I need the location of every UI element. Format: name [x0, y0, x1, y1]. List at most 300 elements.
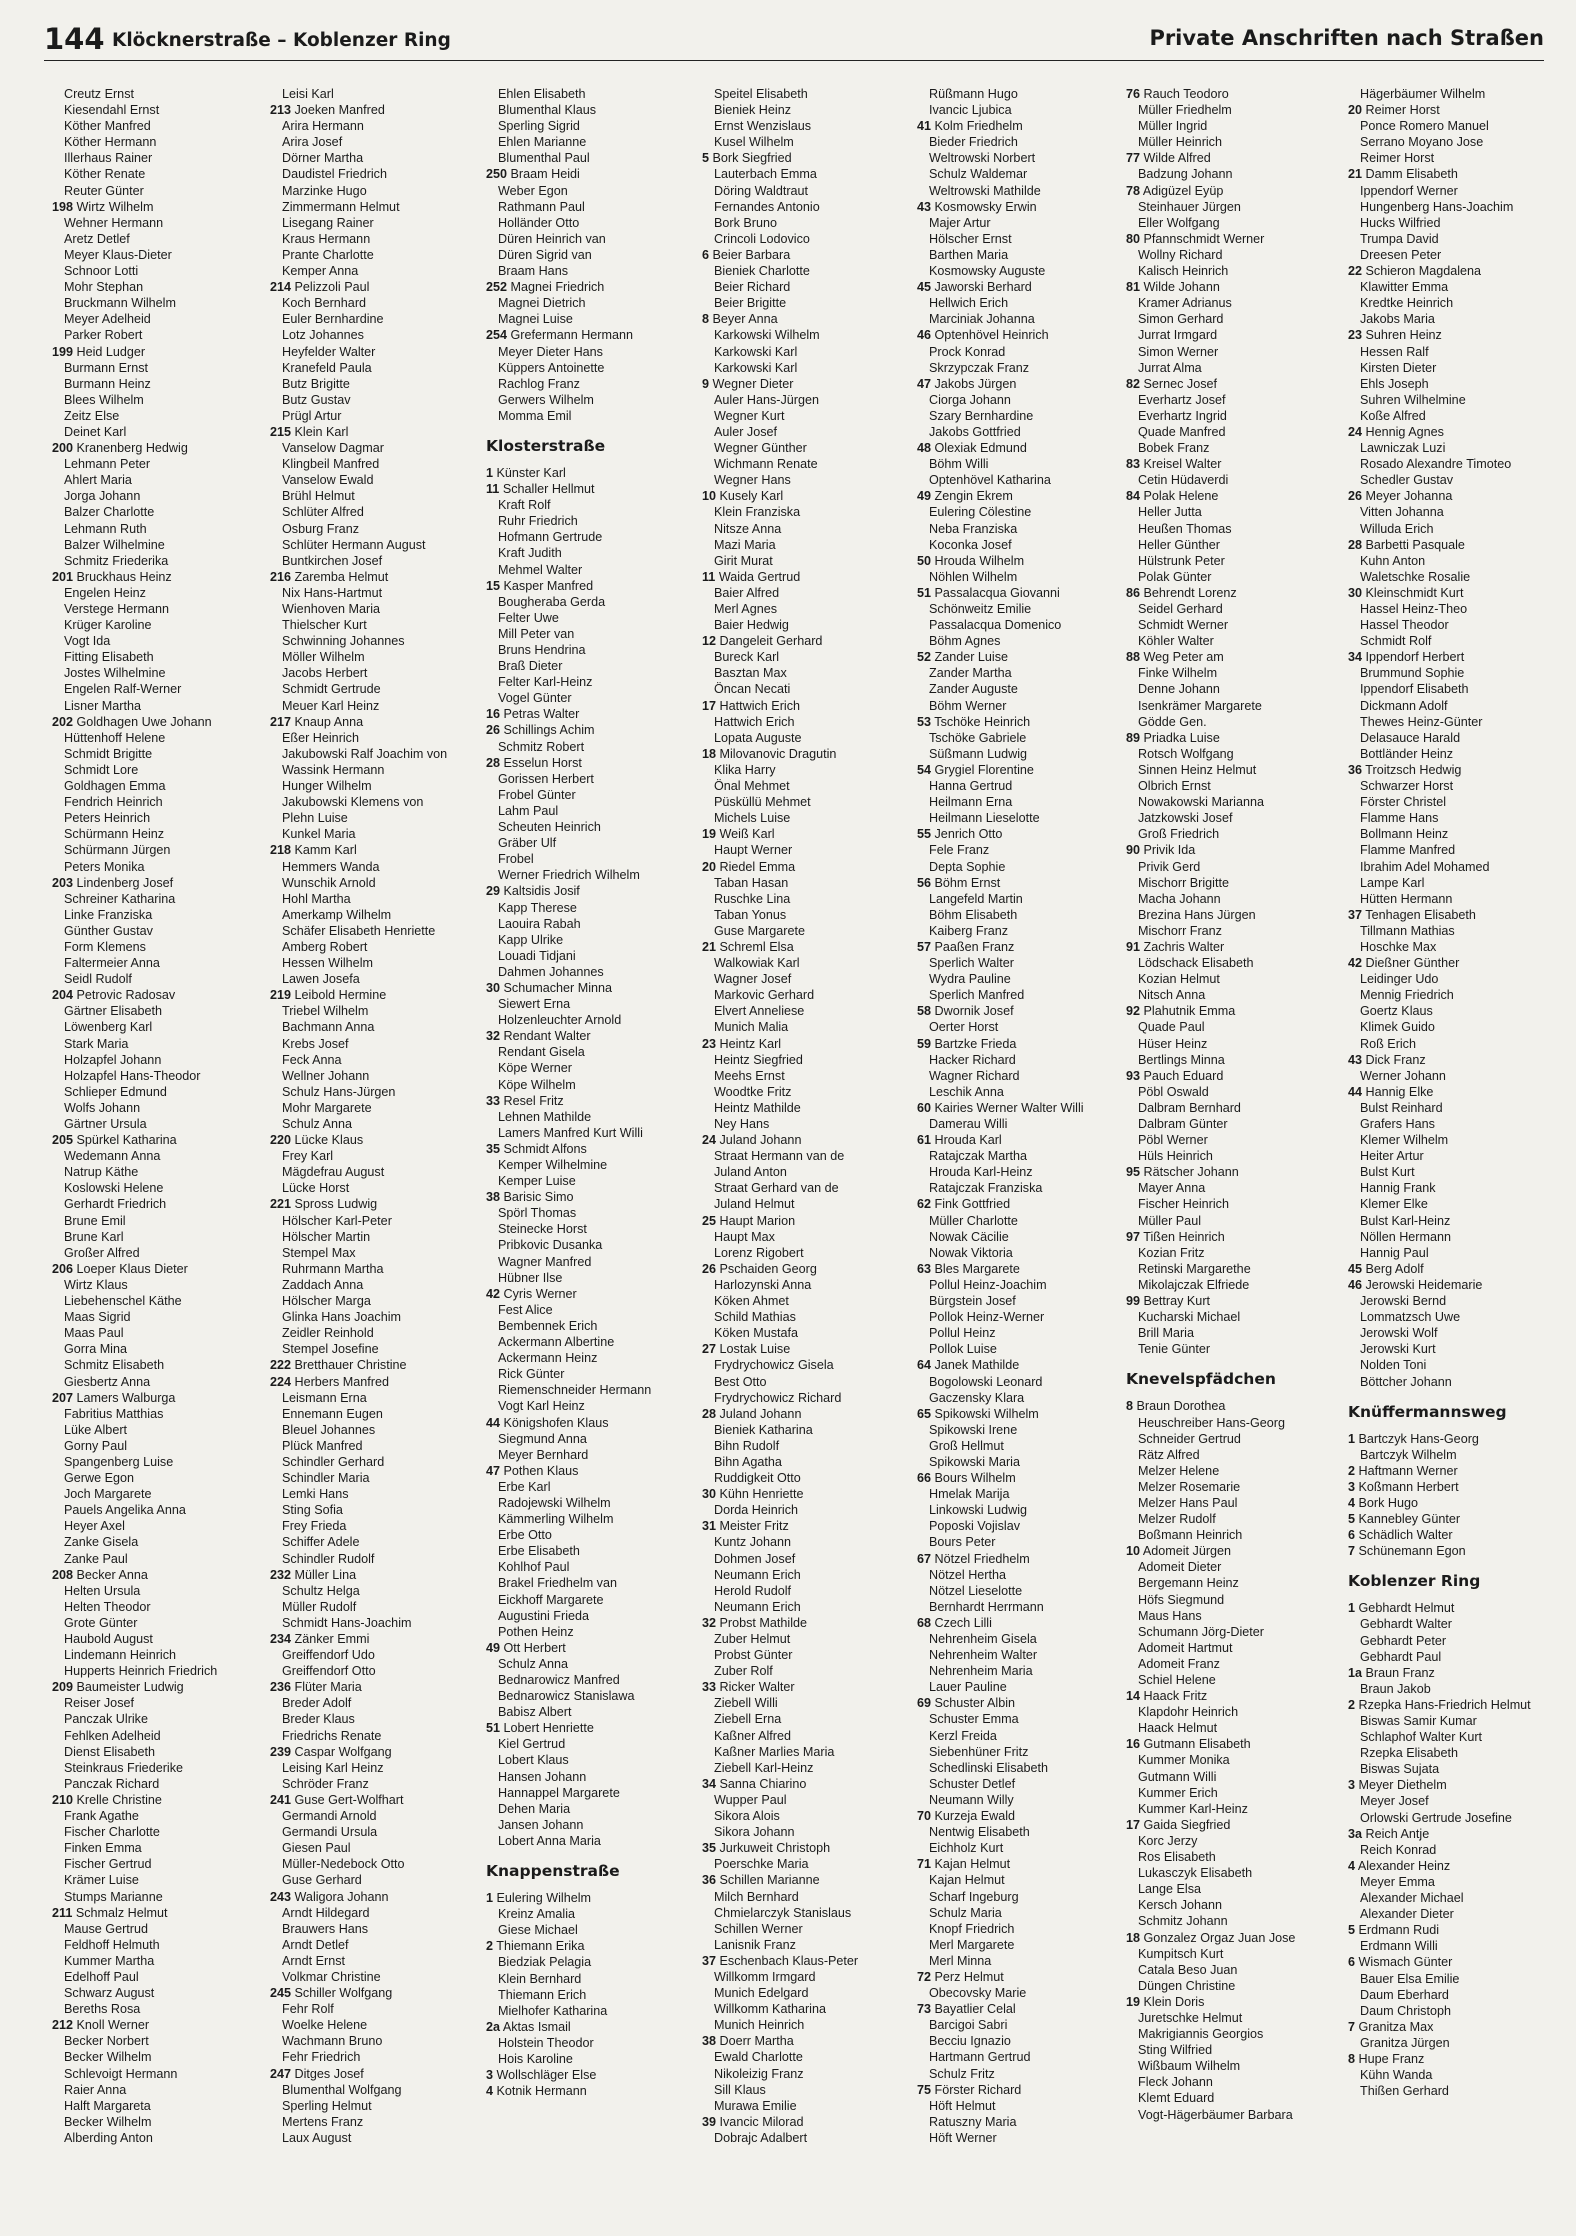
resident-entry: Amberg Robert	[282, 939, 368, 954]
house-number: 216	[270, 569, 292, 584]
resident-name: Olexiak Edmund	[931, 441, 1027, 456]
house-number: 2	[1348, 1697, 1356, 1712]
resident-name: Hrouda Wilhelm	[931, 553, 1025, 568]
resident-entry: Schuster Emma	[929, 1712, 1019, 1727]
resident-entry: Bieniek Charlotte	[714, 264, 810, 279]
resident-entry: Lampe Karl	[1360, 875, 1425, 890]
house-number: 4	[486, 2084, 494, 2099]
house-number: 38	[702, 2034, 717, 2049]
house-number: 57	[917, 939, 932, 954]
house-entry	[486, 722, 691, 738]
resident-entry: Sting Sofia	[282, 1503, 343, 1518]
resident-entry: Eickhoff Margarete	[498, 1592, 604, 1607]
resident-entry: Siegmund Anna	[498, 1431, 587, 1446]
house-number: 50	[917, 553, 932, 568]
house-entry	[270, 987, 475, 1003]
resident-name: Kolm Friedhelm	[931, 119, 1023, 134]
house-number: 35	[486, 1141, 501, 1156]
house-entry	[486, 755, 691, 771]
resident-name: Pelizzoli Paul	[291, 280, 370, 295]
resident-entry: Kämmerling Wilhelm	[498, 1512, 614, 1527]
resident-name: Grefermann Hermann	[507, 328, 634, 343]
house-number: 37	[1348, 907, 1363, 922]
resident-name: Fink Gottfried	[931, 1197, 1011, 1212]
house-entry	[270, 1196, 475, 1212]
resident-entry: Halft Margareta	[64, 2098, 151, 2113]
resident-entry: Wachmann Bruno	[282, 2034, 383, 2049]
house-entry	[1348, 424, 1553, 440]
resident-entry: Gärtner Ursula	[64, 1117, 147, 1131]
resident-name: Kasper Manfred	[500, 578, 594, 593]
resident-entry: Optenhövel Katharina	[929, 473, 1051, 488]
resident-entry: Beier Brigitte	[714, 296, 787, 311]
house-number: 239	[270, 1744, 292, 1759]
house-number: 29	[486, 884, 501, 899]
house-entry	[917, 1406, 1122, 1422]
resident-entry: Juretschke Helmut	[1138, 2010, 1243, 2025]
resident-entry: Bachmann Anna	[282, 1020, 375, 1035]
resident-entry: Thißen Gerhard	[1360, 2084, 1449, 2099]
resident-entry: Giesen Paul	[282, 1841, 351, 1856]
resident-name: Baumeister Ludwig	[73, 1680, 184, 1695]
house-number: 26	[1348, 489, 1363, 504]
resident-entry: Passalacqua Domenico	[929, 618, 1062, 633]
house-entry	[1348, 1543, 1553, 1559]
resident-entry: Melzer Rudolf	[1138, 1512, 1216, 1527]
house-entry	[917, 1969, 1122, 1985]
resident-entry: Böttcher Johann	[1360, 1374, 1452, 1389]
house-number: 222	[270, 1358, 292, 1373]
house-number: 49	[486, 1640, 501, 1655]
house-entry	[702, 2114, 907, 2130]
house-number: 9	[702, 376, 710, 391]
house-entry	[1348, 1697, 1553, 1713]
house-number: 36	[1348, 762, 1363, 777]
resident-entry: Hägerbäumer Wilhelm	[1360, 87, 1486, 101]
house-entry	[702, 311, 907, 327]
house-entry	[486, 1141, 691, 1157]
resident-entry: Taban Hasan	[714, 875, 789, 890]
resident-name: Optenhövel Heinrich	[931, 328, 1049, 343]
house-entry	[1126, 376, 1331, 392]
resident-entry: Jansen Johann	[498, 1817, 584, 1832]
house-entry	[702, 1776, 907, 1792]
resident-name: Loeper Klaus Dieter	[73, 1261, 188, 1276]
resident-name: Granitza Max	[1355, 2019, 1434, 2034]
house-number: 25	[702, 1213, 717, 1228]
resident-entry: Finke Wilhelm	[1138, 666, 1218, 681]
resident-entry: Wydra Pauline	[929, 972, 1011, 987]
resident-entry: Ackermann Albertine	[498, 1335, 615, 1350]
resident-entry: Triebel Wilhelm	[282, 1004, 369, 1019]
resident-entry: Walkowiak Karl	[714, 956, 800, 971]
resident-entry: Dobrajc Adalbert	[714, 2130, 808, 2145]
resident-entry: Groß Hellmut	[929, 1438, 1004, 1453]
resident-name: Kajan Helmut	[931, 1857, 1011, 1872]
resident-name: Troitzsch Hedwig	[1362, 762, 1462, 777]
resident-name: Petras Walter	[500, 707, 580, 722]
resident-entry: Becker Wilhelm	[64, 2114, 152, 2129]
resident-name: Herbers Manfred	[291, 1374, 390, 1389]
page-header	[44, 18, 1544, 61]
resident-entry: Vogel Günter	[498, 691, 572, 706]
resident-entry: Orlowski Gertrude Josefine	[1360, 1810, 1512, 1825]
house-entry	[1348, 263, 1553, 279]
resident-entry: Günther Gustav	[64, 923, 153, 938]
resident-entry: Vogt-Hägerbäumer Barbara	[1138, 2107, 1293, 2122]
resident-entry: Tillmann Mathias	[1360, 923, 1455, 938]
house-entry	[917, 939, 1122, 955]
resident-entry: Düren Heinrich van	[498, 231, 606, 246]
resident-entry: Frobel	[498, 852, 534, 867]
resident-name: Wollschläger Else	[493, 2068, 597, 2083]
resident-entry: Frydrychowicz Richard	[714, 1390, 842, 1405]
house-entry	[52, 440, 257, 456]
resident-entry: Polak Günter	[1138, 569, 1212, 584]
resident-entry: Schlevoigt Hermann	[64, 2066, 178, 2081]
resident-entry: Best Otto	[714, 1374, 767, 1389]
resident-entry: Girit Murat	[714, 553, 773, 568]
house-entry	[917, 1132, 1122, 1148]
resident-name: Ivancic Milorad	[716, 2114, 804, 2129]
resident-name: Knaup Anna	[291, 714, 364, 729]
house-number: 14	[1126, 1689, 1141, 1704]
resident-name: Schmalz Helmut	[72, 1905, 168, 1920]
resident-entry: Biswas Sujata	[1360, 1762, 1440, 1777]
resident-entry: Mielhofer Katharina	[498, 2003, 608, 2018]
house-entry	[1126, 1736, 1331, 1752]
resident-name: Bartzke Frieda	[931, 1036, 1017, 1051]
house-number: 6	[702, 247, 710, 262]
resident-entry: Leismann Erna	[282, 1390, 367, 1405]
resident-entry: Fendrich Heinrich	[64, 795, 163, 810]
resident-name: Kairies Werner Walter Willi	[931, 1100, 1084, 1115]
house-entry	[917, 327, 1122, 343]
house-number: 1	[1348, 1431, 1356, 1446]
resident-entry: Frydrychowicz Gisela	[714, 1358, 834, 1373]
resident-entry: Volkmar Christine	[282, 1969, 381, 1984]
resident-entry: Hoschke Max	[1360, 939, 1437, 954]
resident-entry: Seidl Rudolf	[64, 972, 132, 987]
resident-entry: Lauterbach Emma	[714, 167, 817, 182]
resident-entry: Arndt Hildegard	[282, 1905, 370, 1920]
resident-entry: Dörner Martha	[282, 151, 364, 166]
house-number: 83	[1126, 457, 1141, 472]
resident-entry: Nowak Cäcilie	[929, 1229, 1009, 1244]
house-entry	[1126, 649, 1331, 665]
resident-name: Pschaiden Georg	[716, 1261, 817, 1276]
resident-name: Rzepka Hans-Friedrich Helmut	[1355, 1697, 1531, 1712]
resident-entry: Bulst Karl-Heinz	[1360, 1213, 1451, 1228]
resident-name: Lostak Luise	[716, 1342, 791, 1357]
resident-entry: Schmidt Werner	[1138, 618, 1229, 633]
resident-entry: Bottländer Heinz	[1360, 746, 1454, 761]
resident-entry: Koße Alfred	[1360, 408, 1426, 423]
house-number: 4	[1348, 1858, 1356, 1873]
resident-entry: Natrup Käthe	[64, 1165, 139, 1180]
resident-entry: Oerter Horst	[929, 1020, 999, 1035]
resident-entry: Heuschreiber Hans-Georg	[1138, 1415, 1285, 1430]
resident-entry: Bureck Karl	[714, 650, 780, 665]
house-number: 37	[702, 1953, 717, 1968]
resident-entry: Ratuszny Maria	[929, 2114, 1017, 2129]
resident-entry: Schild Mathias	[714, 1310, 796, 1325]
resident-entry: Simon Gerhard	[1138, 312, 1224, 327]
resident-entry: Prügl Artur	[282, 408, 342, 423]
resident-entry: Weber Egon	[498, 183, 568, 198]
resident-entry: Hmelak Marija	[929, 1487, 1010, 1502]
resident-name: Alexander Heinz	[1355, 1858, 1451, 1873]
house-entry	[1126, 1817, 1331, 1833]
resident-entry: Rzepka Elisabeth	[1360, 1746, 1459, 1761]
house-entry	[917, 1196, 1122, 1212]
resident-name: Juland Johann	[716, 1133, 802, 1148]
resident-name: Behrendt Lorenz	[1140, 585, 1237, 600]
resident-entry: Zimmermann Helmut	[282, 199, 400, 214]
resident-entry: Magnei Dietrich	[498, 296, 586, 311]
resident-entry: Jakobs Gottfried	[929, 424, 1021, 439]
resident-entry: Mischorr Franz	[1138, 923, 1222, 938]
house-number: 2	[1348, 1463, 1356, 1478]
resident-entry: Zander Auguste	[929, 682, 1018, 697]
resident-entry: Kerzl Freida	[929, 1728, 997, 1743]
resident-entry: Kraft Rolf	[498, 498, 551, 513]
column-3	[486, 86, 691, 2216]
resident-entry: Blumenthal Wolfgang	[282, 2082, 402, 2097]
resident-entry: Lorenz Rigobert	[714, 1245, 804, 1260]
house-entry	[1348, 1511, 1553, 1527]
resident-name: Knoll Werner	[73, 2018, 150, 2033]
house-number: 78	[1126, 183, 1141, 198]
resident-entry: Helten Theodor	[64, 1599, 151, 1614]
house-entry	[486, 1415, 691, 1431]
resident-entry: Reuter Günter	[64, 183, 144, 198]
resident-entry: Jerowski Bernd	[1360, 1294, 1447, 1309]
resident-name: Braam Heidi	[507, 167, 580, 182]
resident-name: Lücke Klaus	[291, 1133, 364, 1148]
resident-entry: Kozian Helmut	[1138, 972, 1220, 987]
resident-entry: Bobek Franz	[1138, 441, 1210, 456]
house-number: 45	[917, 280, 932, 295]
house-entry	[917, 1100, 1122, 1116]
resident-name: Schiller Wolfgang	[291, 1986, 393, 2001]
resident-entry: Schulz Fritz	[929, 2066, 995, 2081]
address-columns	[52, 86, 1552, 2216]
resident-entry: Ruschke Lina	[714, 891, 791, 906]
resident-entry: Braam Hans	[498, 264, 568, 279]
house-entry	[270, 2066, 475, 2082]
house-entry	[917, 585, 1122, 601]
resident-entry: Sting Wilfried	[1138, 2043, 1213, 2058]
house-entry	[1126, 1688, 1331, 1704]
resident-entry: Sikora Johann	[714, 1825, 795, 1840]
house-number: 254	[486, 328, 508, 343]
resident-entry: Form Klemens	[64, 939, 146, 954]
resident-entry: Schulz Anna	[498, 1656, 569, 1671]
resident-entry: Großer Alfred	[64, 1245, 140, 1260]
house-number: 209	[52, 1680, 74, 1695]
resident-entry: Gärtner Elisabeth	[64, 1004, 163, 1019]
resident-entry: Quade Paul	[1138, 1020, 1205, 1035]
resident-name: Esselun Horst	[500, 755, 582, 770]
resident-name: Kusely Karl	[716, 489, 784, 504]
resident-entry: Bougheraba Gerda	[498, 594, 606, 609]
resident-entry: Linke Franziska	[64, 907, 153, 922]
resident-entry: Milch Bernhard	[714, 1889, 799, 1904]
resident-entry: Langefeld Martin	[929, 891, 1023, 906]
resident-entry: Stumps Marianne	[64, 1889, 163, 1904]
resident-entry: Mazi Maria	[714, 537, 776, 552]
house-entry	[486, 279, 691, 295]
house-number: 73	[917, 2002, 932, 2017]
resident-entry: Maas Sigrid	[64, 1310, 131, 1325]
house-entry	[486, 706, 691, 722]
house-number: 76	[1126, 87, 1141, 101]
resident-entry: Wißbaum Wilhelm	[1138, 2059, 1241, 2074]
resident-name: Priadka Luise	[1140, 730, 1220, 745]
resident-entry: Kraft Judith	[498, 546, 562, 561]
house-number: 67	[917, 1551, 932, 1566]
house-number: 42	[486, 1286, 501, 1301]
resident-entry: Adomeit Hartmut	[1138, 1640, 1233, 1655]
resident-name: Lobert Henriette	[500, 1721, 594, 1736]
resident-name: Wilde Johann	[1140, 280, 1220, 295]
resident-entry: Gorra Mina	[64, 1342, 127, 1357]
resident-name: Kamm Karl	[291, 843, 357, 858]
resident-entry: Kaßner Alfred	[714, 1728, 792, 1743]
resident-entry: Hülstrunk Peter	[1138, 553, 1225, 568]
house-entry	[702, 488, 907, 504]
page-number: 144	[44, 22, 105, 56]
house-entry	[702, 633, 907, 649]
resident-entry: Euler Bernhardine	[282, 312, 384, 327]
house-number: 203	[52, 875, 74, 890]
resident-entry: Alexander Michael	[1360, 1891, 1464, 1906]
resident-entry: Probst Günter	[714, 1648, 793, 1663]
resident-entry: Nowak Viktoria	[929, 1245, 1013, 1260]
house-entry	[702, 1406, 907, 1422]
resident-name: Kotnik Hermann	[493, 2084, 587, 2099]
house-entry	[52, 1567, 257, 1583]
house-entry	[702, 1615, 907, 1631]
house-number: 32	[486, 1029, 501, 1044]
resident-entry: Goertz Klaus	[1360, 1004, 1433, 1019]
resident-name: Passalacqua Giovanni	[931, 585, 1060, 600]
house-number: 63	[917, 1261, 932, 1276]
resident-entry: Merl Margarete	[929, 1937, 1015, 1952]
resident-entry: Lawniczak Luzi	[1360, 441, 1446, 456]
resident-name: Adigüzel Eyüp	[1140, 183, 1224, 198]
resident-name: Lamers Walburga	[73, 1390, 176, 1405]
resident-entry: Meyer Adelheid	[64, 312, 151, 327]
resident-entry: Nöllen Hermann	[1360, 1229, 1451, 1244]
resident-name: Beier Barbara	[709, 247, 791, 262]
resident-entry: Ciorga Johann	[929, 392, 1011, 407]
resident-entry: Goldhagen Emma	[64, 779, 166, 794]
resident-entry: Damerau Willi	[929, 1117, 1008, 1131]
resident-entry: Germandi Ursula	[282, 1825, 378, 1840]
resident-entry: Hacker Richard	[929, 1052, 1016, 1067]
resident-entry: Schindler Gerhard	[282, 1454, 385, 1469]
house-number: 16	[486, 707, 501, 722]
resident-entry: Wirtz Klaus	[64, 1277, 128, 1292]
resident-entry: Fleck Johann	[1138, 2075, 1213, 2090]
house-entry	[270, 279, 475, 295]
resident-entry: Kajan Helmut	[929, 1873, 1005, 1888]
resident-entry: Brakel Friedhelm van	[498, 1576, 617, 1591]
resident-entry: Poposki Vojislav	[929, 1519, 1021, 1534]
resident-name: Pauch Eduard	[1140, 1068, 1224, 1083]
street-heading: Koblenzer Ring	[1348, 1572, 1481, 1591]
resident-entry: Blumenthal Paul	[498, 151, 590, 166]
resident-entry: Thiemann Erich	[498, 1987, 587, 2002]
resident-entry: Kreinz Amalia	[498, 1907, 575, 1922]
resident-entry: Meyer Klaus-Dieter	[64, 247, 172, 262]
resident-entry: Gutmann Willi	[1138, 1769, 1217, 1784]
house-number: 53	[917, 714, 932, 729]
resident-entry: Fischer Gertrud	[64, 1857, 152, 1872]
resident-entry: Gaczensky Klara	[929, 1390, 1025, 1405]
house-number: 200	[52, 441, 74, 456]
resident-name: Hannig Elke	[1362, 1084, 1434, 1099]
house-entry	[1348, 1261, 1553, 1277]
resident-entry: Kosmowsky Auguste	[929, 264, 1046, 279]
resident-entry: Nowakowski Marianna	[1138, 795, 1264, 810]
resident-name: Schuster Albin	[931, 1696, 1016, 1711]
resident-entry: Jostes Wilhelmine	[64, 666, 166, 681]
resident-entry: Brune Emil	[64, 1213, 126, 1228]
resident-entry: Rotsch Wolfgang	[1138, 746, 1234, 761]
resident-entry: Krebs Josef	[282, 1036, 349, 1051]
resident-name: Rendant Walter	[500, 1029, 591, 1044]
resident-entry: Braun Jakob	[1360, 1681, 1431, 1696]
house-entry	[702, 1261, 907, 1277]
resident-entry: Wunschik Arnold	[282, 875, 376, 890]
house-entry	[1348, 1431, 1553, 1447]
resident-entry: Ehls Joseph	[1360, 376, 1429, 391]
resident-entry: Werner Friedrich Wilhelm	[498, 868, 640, 883]
house-entry	[1126, 1994, 1331, 2010]
resident-entry: Rathmann Paul	[498, 199, 585, 214]
resident-entry: Mertens Franz	[282, 2114, 364, 2129]
resident-entry: Bembennek Erich	[498, 1318, 598, 1333]
resident-name: Gutmann Elisabeth	[1140, 1737, 1251, 1752]
resident-entry: Badzung Johann	[1138, 167, 1233, 182]
house-entry	[1348, 1922, 1553, 1938]
house-entry	[917, 1470, 1122, 1486]
resident-entry: Klemt Eduard	[1138, 2091, 1215, 2106]
resident-entry: Becciu Ignazio	[929, 2034, 1011, 2049]
house-entry	[702, 1518, 907, 1534]
resident-entry: Steinhauer Jürgen	[1138, 199, 1241, 214]
resident-entry: Felter Karl-Heinz	[498, 675, 593, 690]
resident-entry: Kuhn Anton	[1360, 553, 1426, 568]
house-entry	[1348, 537, 1553, 553]
street-heading: Knüffermannsweg	[1348, 1402, 1507, 1421]
resident-entry: Zeitz Else	[64, 408, 120, 423]
resident-entry: Groß Friedrich	[1138, 827, 1220, 842]
house-number: 82	[1126, 376, 1141, 391]
resident-entry: Ratajczak Franziska	[929, 1181, 1043, 1196]
house-number: 211	[52, 1905, 73, 1920]
resident-entry: Melzer Helene	[1138, 1463, 1220, 1478]
house-number: 201	[52, 569, 74, 584]
resident-entry: Haupt Werner	[714, 843, 793, 858]
house-number: 18	[1126, 1930, 1141, 1945]
house-entry	[1348, 2051, 1553, 2067]
house-number: 59	[917, 1036, 932, 1051]
house-entry	[702, 1341, 907, 1357]
